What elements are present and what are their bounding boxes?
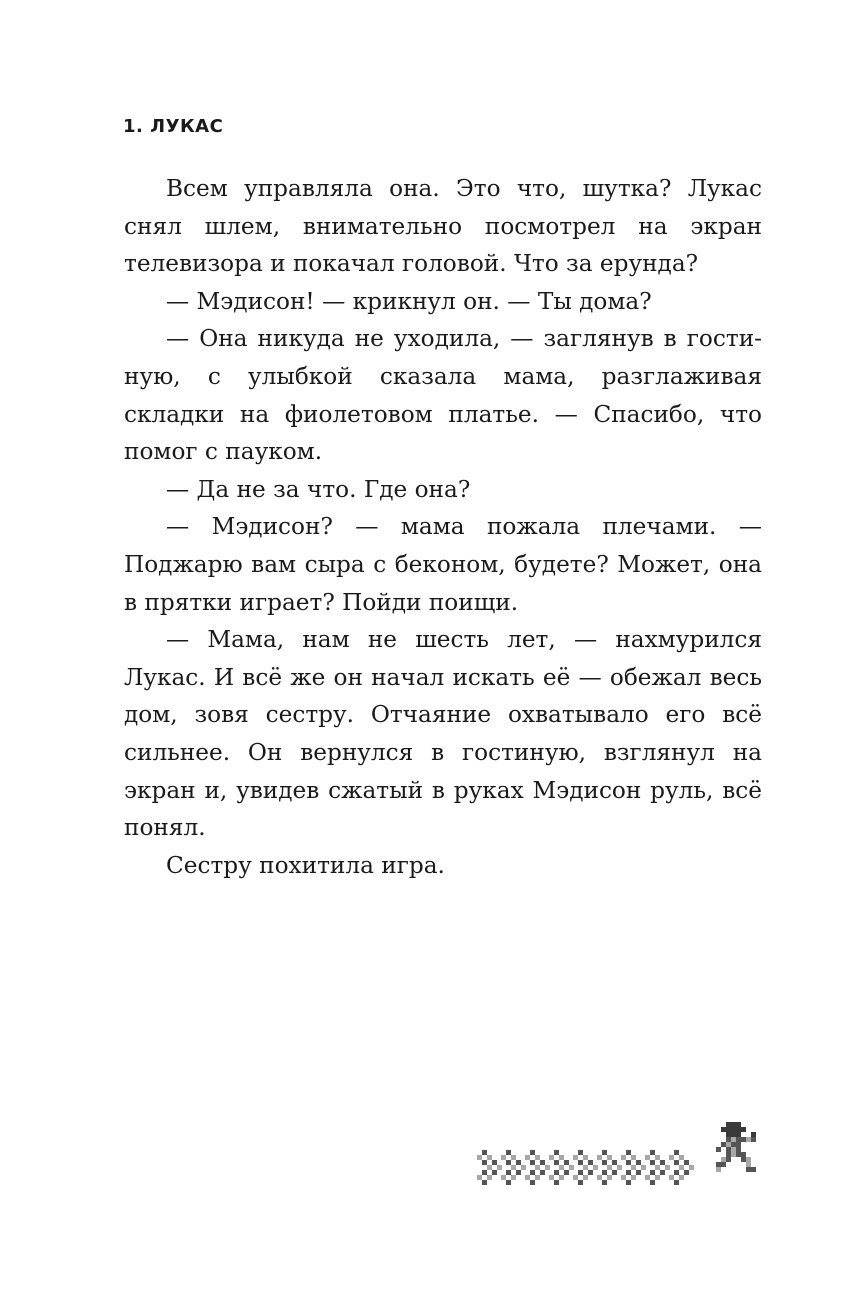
chevron-pixel: [636, 1170, 641, 1175]
chevron-pixel: [492, 1170, 497, 1175]
paragraph: Всем управляла она. Это что, шутка? Лукас снял шлем, внимательно посмотрел на экран телевизора и покачал головой. Что за ерунда?: [124, 175, 762, 278]
chevron-pixel: [482, 1180, 487, 1185]
paragraph: — Мэдисон? — мама пожала плечами. — Поджарю вам сыра с беконом, будете? Может, она в прятки играет? Пойди поищи.: [124, 513, 762, 616]
chevron-pixel: [650, 1180, 655, 1185]
runner-pixel: [751, 1137, 756, 1142]
chevron-pixel: [492, 1160, 497, 1165]
runner-pixel: [726, 1137, 731, 1142]
runner-pixel: [716, 1167, 721, 1172]
runner-pixel: [716, 1162, 721, 1167]
chevron-pixel: [535, 1155, 540, 1160]
runner-pixel: [731, 1132, 736, 1137]
chevron-pixel: [684, 1160, 689, 1165]
chevron-pixel: [645, 1155, 650, 1160]
chevron-pixel: [530, 1170, 535, 1175]
chevron-pixel: [549, 1175, 554, 1180]
chevron-pixel: [655, 1165, 660, 1170]
runner-pixel: [726, 1152, 731, 1157]
chevron-pixel: [660, 1160, 665, 1165]
chevron-pixel: [578, 1180, 583, 1185]
runner-pixel: [726, 1157, 731, 1162]
runner-pixel: [746, 1157, 751, 1162]
chevron-pixel: [554, 1170, 559, 1175]
chevron-pixel: [626, 1160, 631, 1165]
chevron-pixel: [482, 1150, 487, 1155]
chevron-pixel: [578, 1170, 583, 1175]
chevron-pixel: [487, 1175, 492, 1180]
chapter-title: 1. ЛУКАС: [123, 116, 224, 137]
chevron-pixel: [669, 1175, 674, 1180]
chevron-pixel: [641, 1165, 646, 1170]
chevron-pixel: [564, 1170, 569, 1175]
chevron-pixel: [593, 1165, 598, 1170]
chevron-pixel: [617, 1165, 622, 1170]
chevron-pixel: [525, 1175, 530, 1180]
chevron-pixel: [487, 1165, 492, 1170]
chevron-pixel: [626, 1150, 631, 1155]
chevron-pixel: [669, 1155, 674, 1160]
runner-pixel: [726, 1122, 731, 1127]
chevron-pixel: [540, 1170, 545, 1175]
chevron-pixel: [535, 1175, 540, 1180]
chevron-pixel: [602, 1170, 607, 1175]
runner-pixel: [736, 1147, 741, 1152]
chevron-pixel: [482, 1160, 487, 1165]
chevron-pixel: [602, 1180, 607, 1185]
pixel-runner-icon: [716, 1122, 756, 1172]
chevron-pixel: [650, 1150, 655, 1155]
chevron-pixel: [554, 1160, 559, 1165]
chevron-pixel: [477, 1155, 482, 1160]
chevron-pixel: [597, 1175, 602, 1180]
chevron-pixel: [631, 1175, 636, 1180]
chevron-pixel: [655, 1155, 660, 1160]
chevron-pixel: [631, 1165, 636, 1170]
runner-pixel: [741, 1127, 746, 1132]
paragraph: — Мама, нам не шесть лет, — нахмурился Лукас. И всё же он начал искать её — обежал весь дом, зовя сестру. Отчаяние охватывало его всё сильнее. Он вернулся в гостиную, взглянул на экран и, увидев сжатый в руках Мэдисон руль, всё понял.: [124, 626, 762, 842]
runner-pixel: [736, 1122, 741, 1127]
paragraph: — Мэдисон! — крикнул он. — Ты дома?: [166, 287, 652, 315]
runner-pixel: [741, 1157, 746, 1162]
chevron-pixel: [602, 1150, 607, 1155]
chevron-pixel: [477, 1175, 482, 1180]
runner-pixel: [746, 1167, 751, 1172]
chevron-pixel: [506, 1180, 511, 1185]
chevron-pixel: [655, 1175, 660, 1180]
chevron-pixel: [525, 1155, 530, 1160]
chevron-pixel: [554, 1150, 559, 1155]
runner-pixel: [721, 1157, 726, 1162]
chevron-pixel: [679, 1175, 684, 1180]
chevron-pixel: [559, 1155, 564, 1160]
paragraph: Сестру похитила игра.: [166, 851, 445, 879]
chevron-pixel: [521, 1165, 526, 1170]
chevron-pixel: [631, 1155, 636, 1160]
chevron-pixel: [501, 1155, 506, 1160]
runner-pixel: [731, 1137, 736, 1142]
chevron-pixel: [665, 1165, 670, 1170]
chevron-pixel: [583, 1165, 588, 1170]
runner-pixel: [731, 1127, 736, 1132]
chevron-pixel: [674, 1180, 679, 1185]
runner-pixel: [741, 1137, 746, 1142]
runner-pixel: [736, 1137, 741, 1142]
chevron-pixel: [674, 1160, 679, 1165]
runner-pixel: [736, 1142, 741, 1147]
chevron-pixel: [530, 1160, 535, 1165]
chevron-pixel: [549, 1155, 554, 1160]
chevron-pixel: [607, 1155, 612, 1160]
chevron-pixel: [559, 1175, 564, 1180]
runner-pixel: [726, 1127, 731, 1132]
chevron-pixel: [497, 1165, 502, 1170]
runner-pixel: [726, 1132, 731, 1137]
chevron-pixel: [506, 1160, 511, 1165]
runner-pixel: [731, 1122, 736, 1127]
chevron-pixel: [679, 1165, 684, 1170]
chevron-pixel: [645, 1175, 650, 1180]
chevron-pixel: [650, 1160, 655, 1165]
chevron-pixel: [689, 1165, 694, 1170]
chevron-pixel: [607, 1175, 612, 1180]
runner-pixel: [726, 1147, 731, 1152]
chevron-pixel: [621, 1175, 626, 1180]
chevron-pixel: [501, 1175, 506, 1180]
runner-pixel: [726, 1142, 731, 1147]
chevron-pixel: [674, 1150, 679, 1155]
chevron-pixel: [487, 1155, 492, 1160]
chevron-pixel: [684, 1170, 689, 1175]
runner-pixel: [721, 1127, 726, 1132]
runner-pixel: [746, 1162, 751, 1167]
chevron-pixel: [636, 1160, 641, 1165]
chevron-pixel: [626, 1180, 631, 1185]
chevron-pixel: [573, 1155, 578, 1160]
chevron-pixel: [535, 1165, 540, 1170]
chevron-pixel: [573, 1175, 578, 1180]
chevron-pixel: [511, 1165, 516, 1170]
chevron-pixel: [626, 1170, 631, 1175]
runner-pixel: [736, 1127, 741, 1132]
runner-pixel: [721, 1162, 726, 1167]
chevron-pixel: [559, 1165, 564, 1170]
chevron-pixel: [482, 1170, 487, 1175]
chevron-pixel: [511, 1155, 516, 1160]
chevron-pixel: [578, 1150, 583, 1155]
chevron-pixel: [540, 1160, 545, 1165]
chevron-pixel: [597, 1155, 602, 1160]
chevron-pixel: [612, 1170, 617, 1175]
runner-pixel: [751, 1167, 756, 1172]
pixel-runner-ornament: [476, 1118, 766, 1190]
chevron-pixel: [660, 1170, 665, 1175]
chevron-pixel: [564, 1160, 569, 1165]
runner-pixel: [716, 1147, 721, 1152]
chevron-pixel: [554, 1180, 559, 1185]
chapter-body: [124, 170, 762, 884]
paragraph: — Да не за что. Где она?: [166, 475, 471, 503]
chevron-pixel: [506, 1150, 511, 1155]
chevron-pixel: [530, 1180, 535, 1185]
chevron-pixel: [583, 1155, 588, 1160]
runner-pixel: [721, 1142, 726, 1147]
chevron-pixel: [578, 1160, 583, 1165]
chevron-pixel: [588, 1170, 593, 1175]
runner-pixel: [746, 1137, 751, 1142]
chevron-pixel: [612, 1160, 617, 1165]
chevron-pixel: [569, 1165, 574, 1170]
chevron-pixel: [650, 1170, 655, 1175]
paragraph: — Она никуда не уходила, — заглянув в гостиную, с улыбкой сказала мама, разглаживая складки на фиолетовом платье. — Спасибо, что помог с пауком.: [124, 325, 762, 466]
runner-pixel: [731, 1142, 736, 1147]
chevron-pixel: [506, 1170, 511, 1175]
runner-pixel: [751, 1132, 756, 1137]
runner-pixel: [736, 1132, 741, 1137]
chevron-pixel: [511, 1175, 516, 1180]
chevron-pixel: [679, 1155, 684, 1160]
chevron-pixel: [607, 1165, 612, 1170]
chevron-pixel: [545, 1165, 550, 1170]
pixel-chevron-trail-icon: [477, 1150, 694, 1185]
chevron-pixel: [588, 1160, 593, 1165]
chevron-pixel: [516, 1170, 521, 1175]
runner-pixel: [741, 1152, 746, 1157]
chevron-pixel: [602, 1160, 607, 1165]
chevron-pixel: [516, 1160, 521, 1165]
chevron-pixel: [530, 1150, 535, 1155]
chevron-pixel: [583, 1175, 588, 1180]
chevron-pixel: [621, 1155, 626, 1160]
chevron-pixel: [674, 1170, 679, 1175]
runner-pixel: [731, 1147, 736, 1152]
runner-pixel: [731, 1152, 736, 1157]
runner-pixel: [736, 1152, 741, 1157]
